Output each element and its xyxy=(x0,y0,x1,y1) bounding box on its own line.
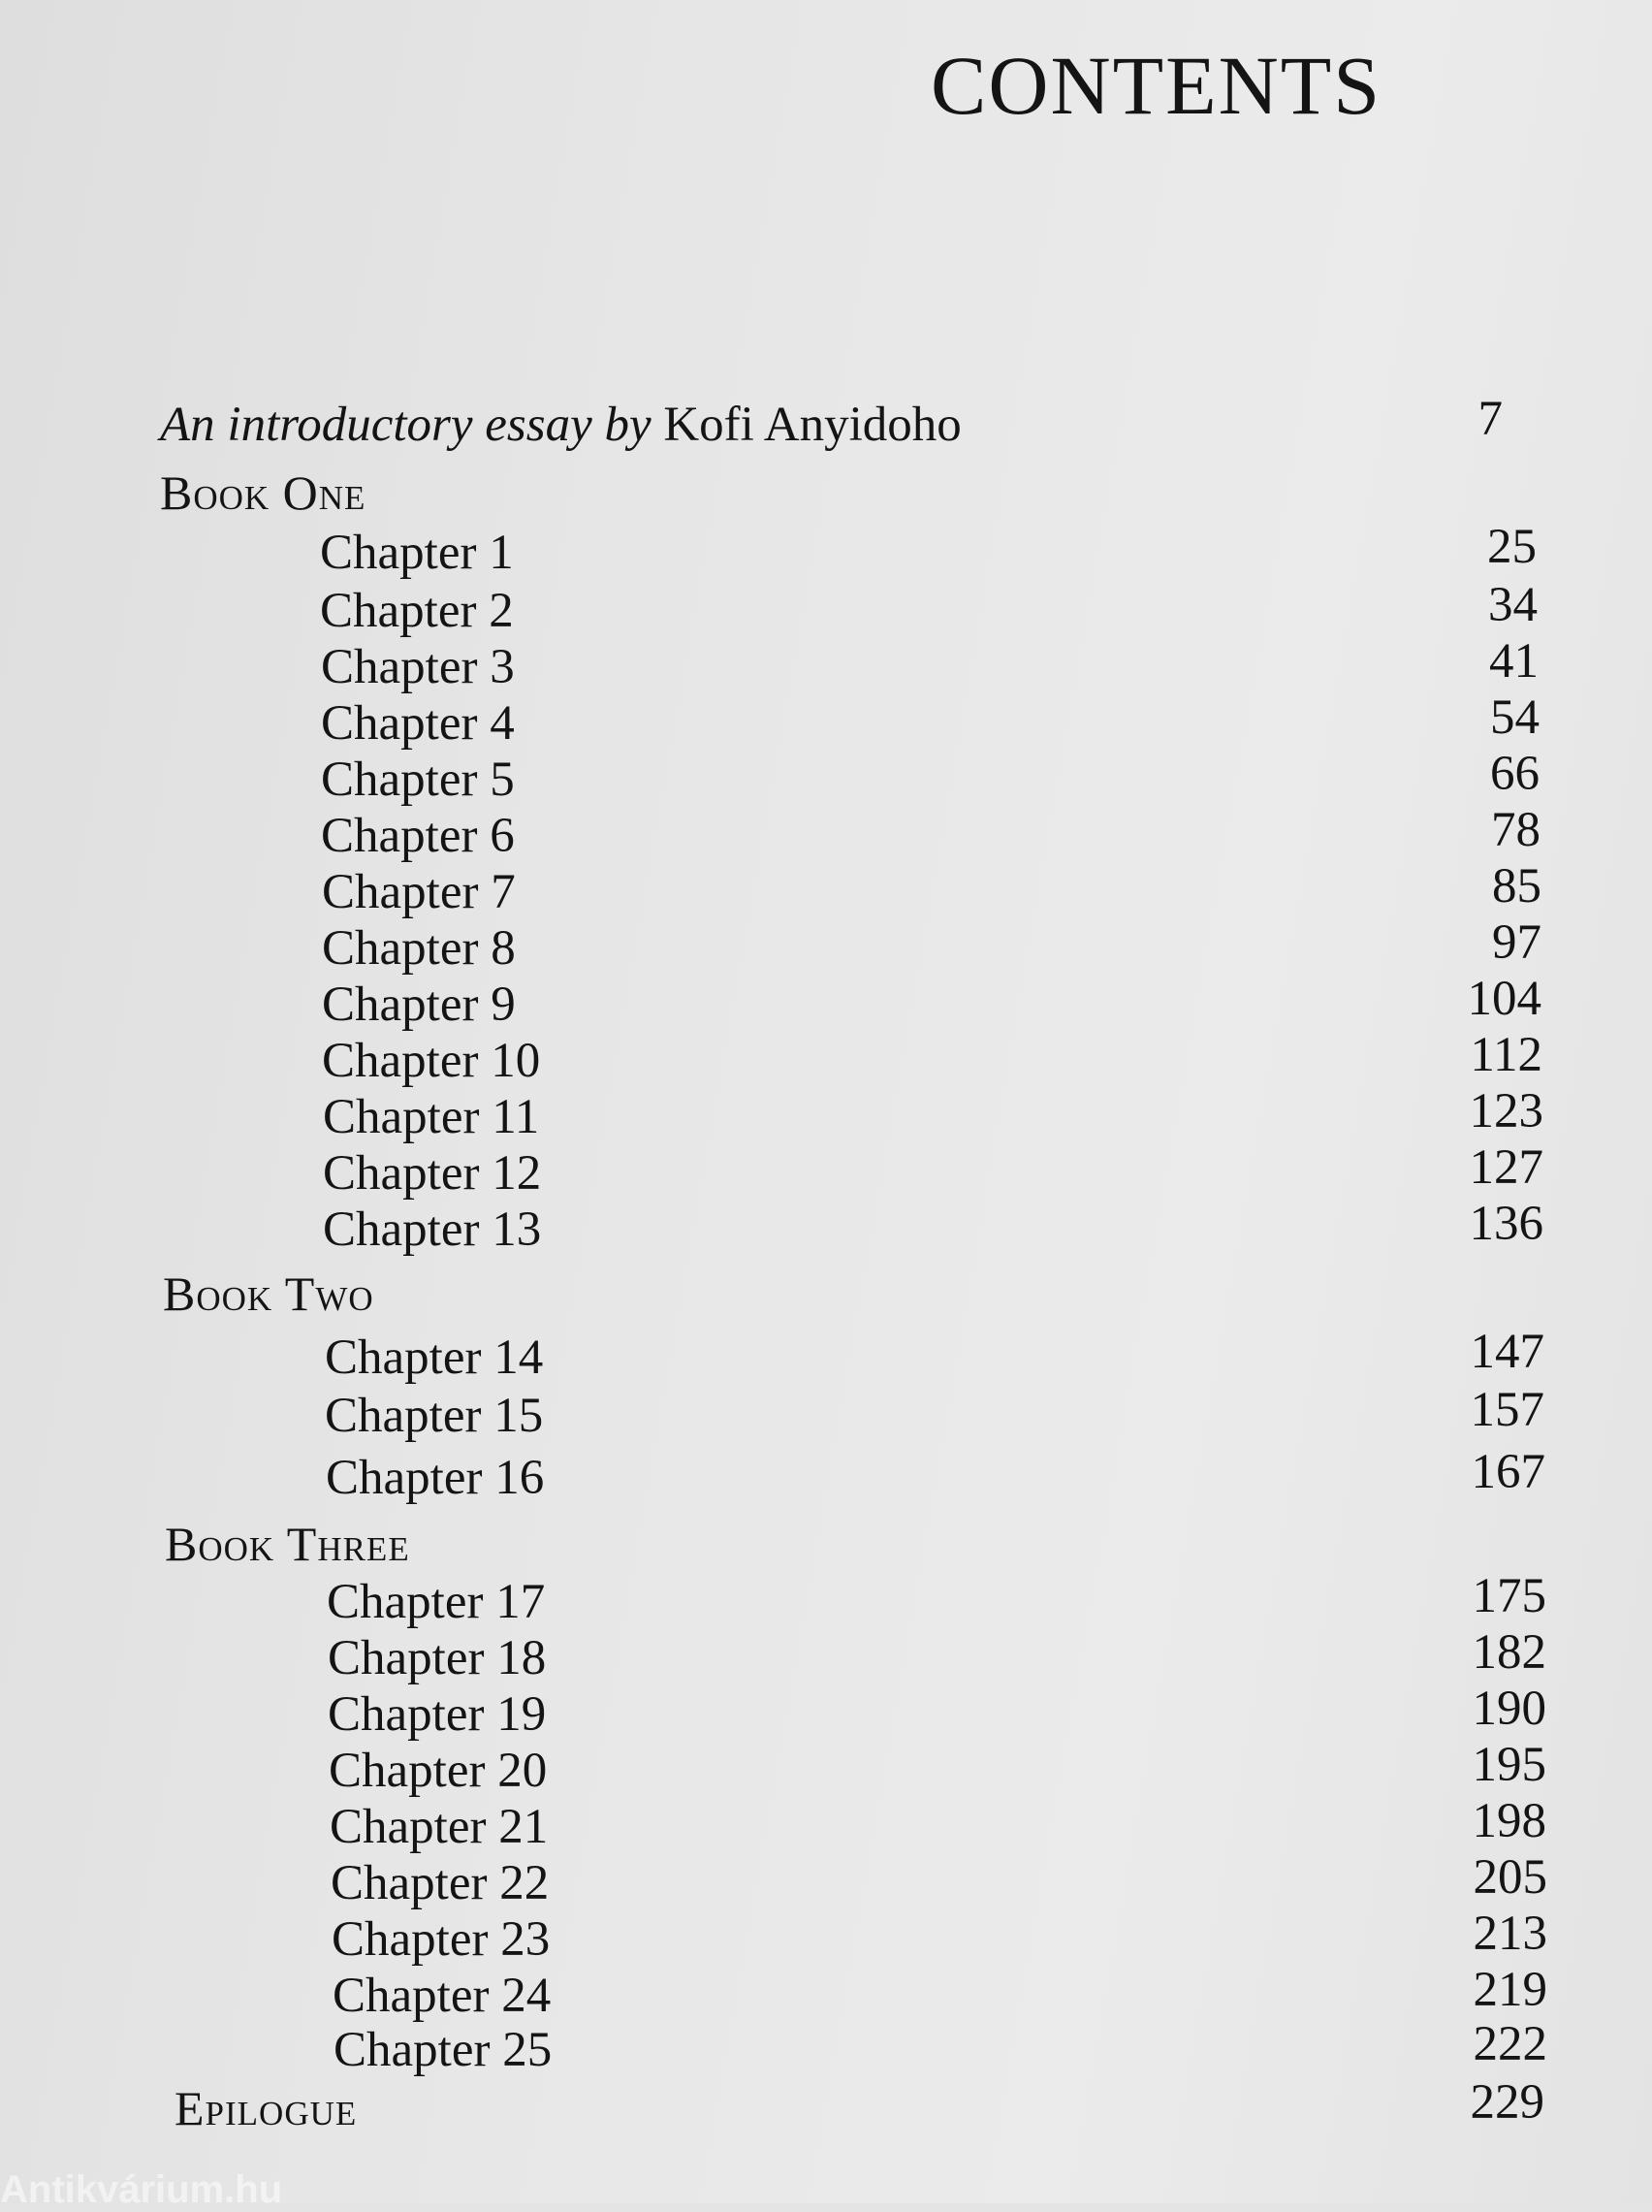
chapter-page: 25 xyxy=(1487,520,1537,574)
table-of-contents: An introductory essay by Kofi Anyidoho 7 Book One Chapter 1 25 Chapter 2 34 Chapter 3 41 Chapter 4 54 Chapter 5 66 Chapter 6 78 Chapter 7 85 Chapter 8 97 Chapter 9 104 Chapter 10 112 Chapter 11 123 Chapter 12 127 Chapter 13 136 Book Two Chapter 14 147 Chapter 15 157 Chapter 16 167 Book Three Chapter 17 175 Chapter 18 182 Chapter 19 190 Chapter 20 195 Chapter 21 198 Chapter 22 205 Chapter 23 213 Chapter 24 219 Chapter 25 222 Epilogue 229 xyxy=(160,392,1547,2135)
watermark: Antikvárium.hu xyxy=(0,2168,283,2211)
chapter-page: 175 xyxy=(1472,1569,1546,1623)
chapter-title: Chapter 25 xyxy=(334,2023,553,2077)
chapter-title: Chapter 16 xyxy=(326,1451,545,1505)
toc-entry-intro xyxy=(160,392,1503,454)
chapter-page: 205 xyxy=(1473,1850,1547,1905)
chapter-page: 127 xyxy=(1469,1140,1543,1195)
chapter-page: 66 xyxy=(1490,747,1540,801)
chapter-page: 104 xyxy=(1467,972,1541,1026)
chapter-page: 123 xyxy=(1469,1084,1543,1138)
chapter-title: Chapter 3 xyxy=(321,640,515,694)
chapter-page: 195 xyxy=(1472,1738,1546,1792)
page-title: CONTENTS xyxy=(931,39,1382,132)
chapter-page: 222 xyxy=(1473,2017,1547,2071)
toc-entry-epilogue xyxy=(175,2075,1544,2137)
chapter-title: Chapter 1 xyxy=(320,526,514,580)
chapter-page: 54 xyxy=(1490,690,1540,745)
chapter-title: Chapter 11 xyxy=(323,1090,540,1144)
chapter-page: 190 xyxy=(1472,1682,1546,1736)
chapter-title: Chapter 6 xyxy=(321,809,515,863)
intro-author: Kofi Anyidoho xyxy=(663,398,962,452)
chapter-page: 112 xyxy=(1470,1028,1542,1082)
chapter-title: Chapter 21 xyxy=(330,1800,549,1854)
chapter-title: Chapter 8 xyxy=(322,921,516,976)
chapter-page: 147 xyxy=(1470,1325,1544,1379)
chapter-page: 85 xyxy=(1492,859,1541,914)
chapter-page: 213 xyxy=(1473,1907,1547,1961)
chapter-title: Chapter 13 xyxy=(323,1202,542,1257)
intro-italic-text: An introductory essay by xyxy=(160,398,651,452)
chapter-title: Chapter 23 xyxy=(332,1912,551,1967)
chapter-page: 97 xyxy=(1492,915,1541,970)
chapter-page: 157 xyxy=(1470,1383,1544,1437)
chapter-page: 78 xyxy=(1491,803,1541,857)
chapter-page: 136 xyxy=(1469,1197,1543,1251)
chapter-title: Chapter 12 xyxy=(323,1146,542,1201)
chapter-page: 219 xyxy=(1473,1963,1547,2017)
chapter-title: Chapter 14 xyxy=(325,1330,544,1385)
chapter-title: Chapter 24 xyxy=(333,1969,552,2023)
toc-entry-page: 7 xyxy=(1477,392,1503,446)
epilogue-label: Epilogue xyxy=(175,2081,358,2135)
chapter-title: Chapter 18 xyxy=(328,1631,547,1685)
toc-entry-label xyxy=(160,396,962,454)
chapter-title: Chapter 15 xyxy=(325,1389,544,1443)
chapter-title: Chapter 10 xyxy=(322,1034,541,1088)
chapter-page: 198 xyxy=(1472,1794,1546,1848)
chapter-title: Chapter 5 xyxy=(321,753,515,807)
chapter-page: 167 xyxy=(1471,1445,1545,1499)
chapter-title: Chapter 2 xyxy=(320,584,514,638)
chapter-title: Chapter 20 xyxy=(329,1744,548,1798)
epilogue-page: 229 xyxy=(1470,2075,1544,2130)
chapter-page: 41 xyxy=(1489,634,1539,689)
chapter-title: Chapter 22 xyxy=(331,1856,550,1910)
chapter-page: 182 xyxy=(1472,1625,1546,1680)
chapter-page: 34 xyxy=(1488,578,1538,632)
chapter-title: Chapter 19 xyxy=(328,1687,547,1742)
chapter-title: Chapter 7 xyxy=(322,865,516,919)
chapter-title: Chapter 4 xyxy=(321,696,515,751)
chapter-title: Chapter 9 xyxy=(322,978,516,1032)
chapter-title: Chapter 17 xyxy=(327,1575,546,1629)
